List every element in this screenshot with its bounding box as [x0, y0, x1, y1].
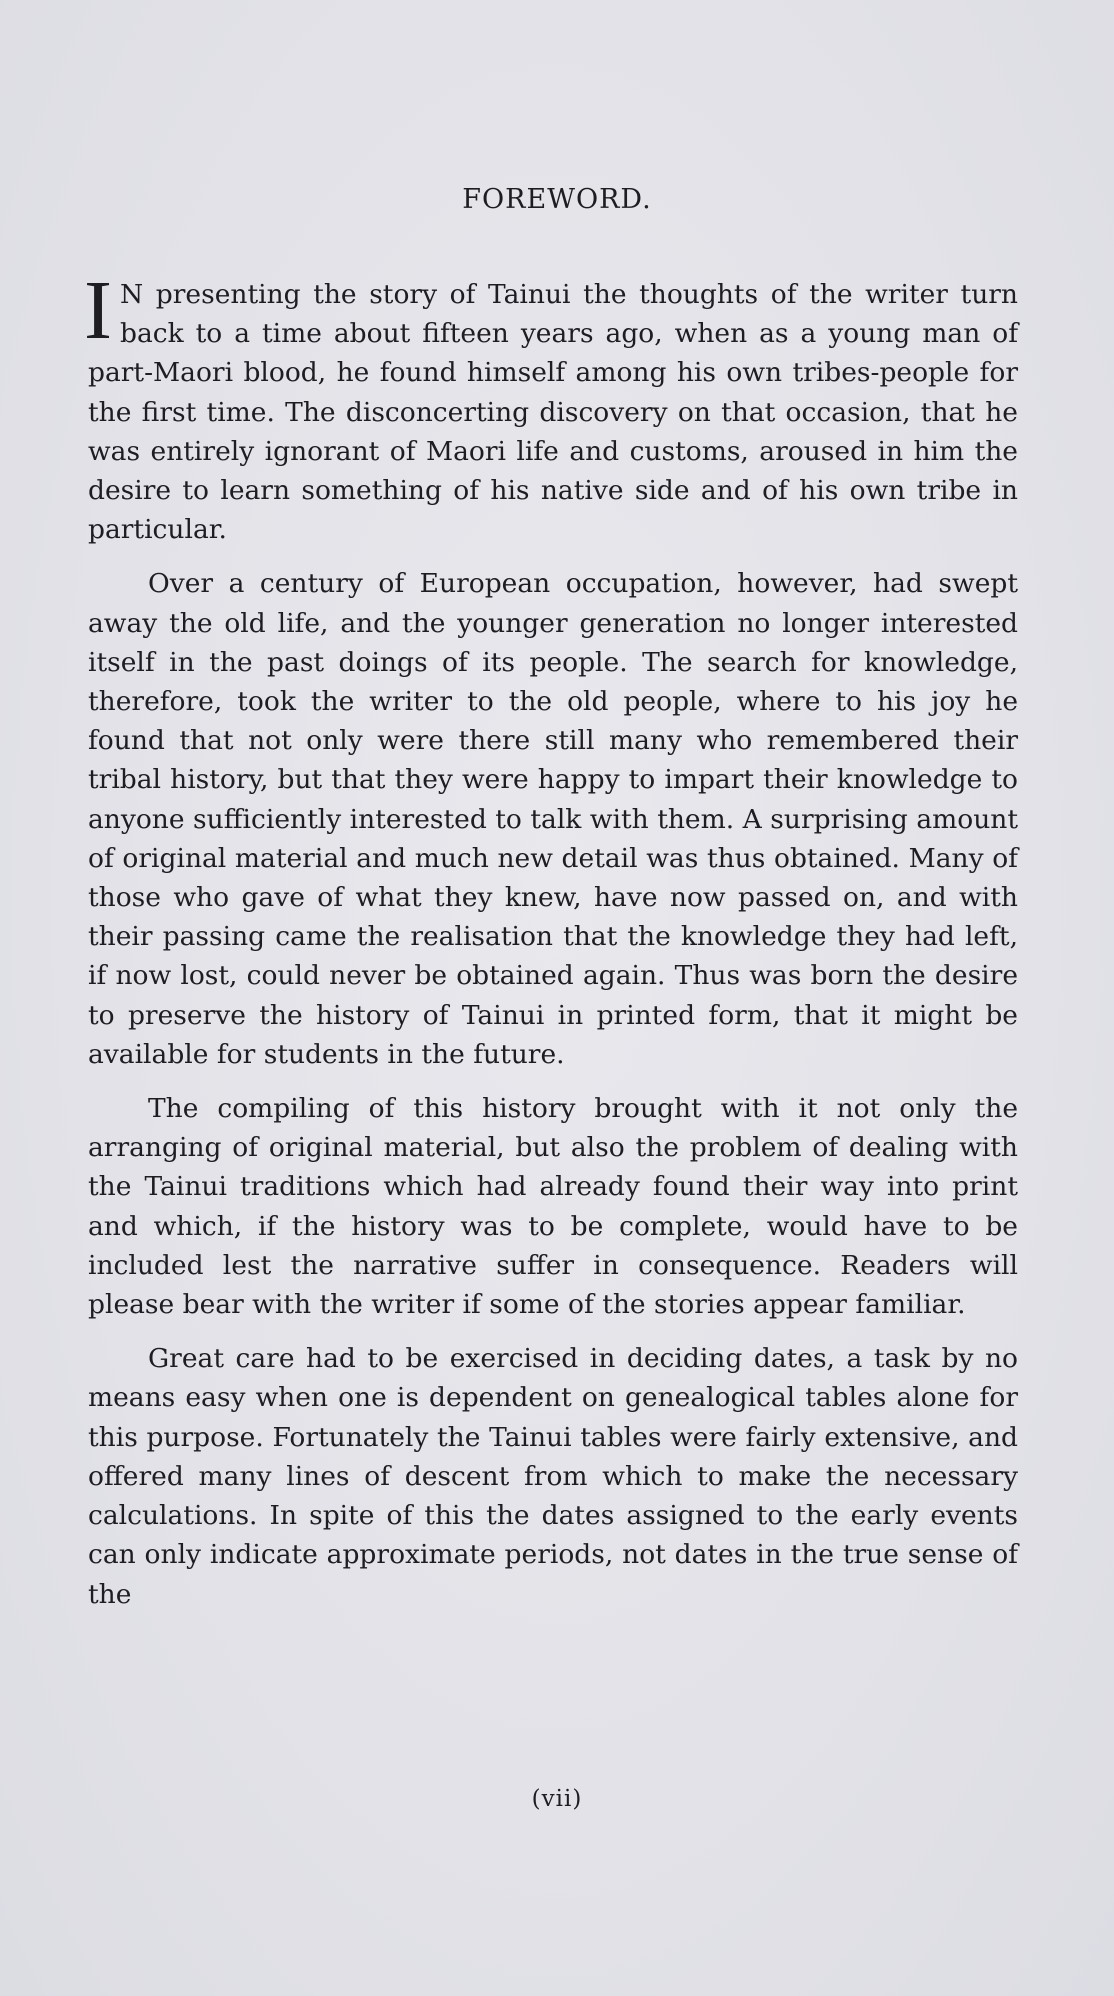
foreword-body	[84, 264, 1018, 1629]
drop-cap: I	[84, 264, 112, 357]
paragraph-2: Over a century of European occupation, however, had swept away the old life, and the younger generation no longer interested itself in the past doings of its people. The search for knowledge, therefore, took the writer to the old people, where to his joy he found that not only were there still many who remembered their tribal history, but that they were happy to impart their knowledge to anyone sufficiently interested to talk with them. A surprising amount of original material and much new detail was thus obtained. Many of those who gave of what they knew, have now passed on, and with their passing came the realisation that the knowledge they had left, if now lost, could never be obtained again. Thus was born the desire to preserve the history of Tainui in printed form, that it might be available for students in the future.	[88, 568, 1018, 1070]
page-number: (vii)	[531, 1786, 583, 1812]
paragraph-4: Great care had to be exercised in deciding dates, a task by no means easy when one is dependent on genealogical tables alone for this purpose. Fortunately the Tainui tables were fairly extensive, and offered many lines of descent from which to make the necessary calculations. In spite of this the dates assigned to the early events can only indicate approximate periods, not dates in the true sense of the	[88, 1343, 1018, 1610]
page-title: FOREWORD.	[462, 184, 652, 215]
paragraph-3: The compiling of this history brought with it not only the arranging of original material, but also the problem of dealing with the Tainui traditions which had already found their way into print and which, if the history was to be complete, would have to be included lest the narrative suffer in consequence. Readers will please bear with the writer if some of the stories appear familiar.	[88, 1093, 1018, 1321]
paragraph-1	[84, 264, 1018, 549]
paragraph-1-text: N presenting the story of Tainui the thoughts of the writer turn back to a time about fifteen years ago, when as a young man of part-Maori blood, he found himself among his own tribes-people for the first time. The disconcerting discovery on that occasion, that he was entirely ignorant of Maori life and customs, aroused in him the desire to learn something of his native side and of his own tribe in particular.	[88, 279, 1018, 546]
